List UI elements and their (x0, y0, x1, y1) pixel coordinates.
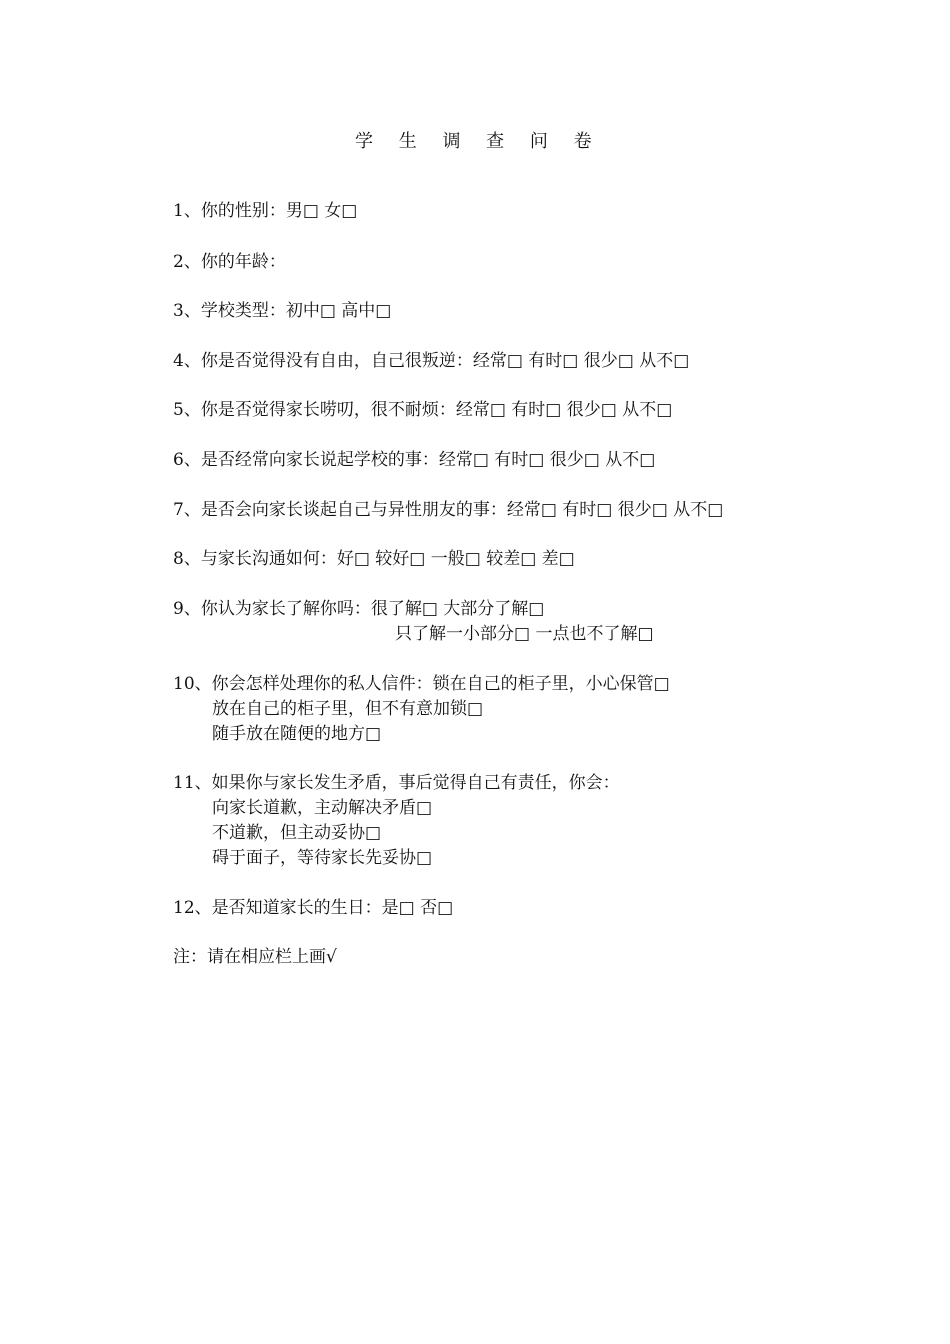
question-11: 11、如果你与家长发生矛盾，事后觉得自己有责任，你会： (173, 773, 620, 793)
note: 注：请在相应栏上画√ (173, 947, 337, 967)
question-4: 4、你是否觉得没有自由，自己很叛逆：经常□ 有时□ 很少□ 从不□ (173, 351, 690, 371)
question-7: 7、是否会向家长谈起自己与异性朋友的事：经常□ 有时□ 很少□ 从不□ (173, 500, 724, 520)
question-11-option-3: 碍于面子，等待家长先妥协□ (212, 848, 433, 868)
question-11-option-2: 不道歉，但主动妥协□ (212, 823, 382, 843)
question-12: 12、是否知道家长的生日：是□ 否□ (173, 898, 454, 918)
question-11-option-1: 向家长道歉，主动解决矛盾□ (212, 798, 433, 818)
question-9: 9、你认为家长了解你吗：很了解□ 大部分了解□ (173, 599, 545, 619)
question-10: 10、你会怎样处理你的私人信件：锁在自己的柜子里，小心保管□ (173, 674, 670, 694)
question-10-option-3: 随手放在随便的地方□ (212, 724, 382, 744)
question-1: 1、你的性别：男□ 女□ (173, 201, 358, 221)
page-title: 学 生 调 查 问 卷 (355, 131, 602, 152)
question-3: 3、学校类型：初中□ 高中□ (173, 301, 392, 321)
question-5: 5、你是否觉得家长唠叨，很不耐烦：经常□ 有时□ 很少□ 从不□ (173, 400, 673, 420)
question-8: 8、与家长沟通如何：好□ 较好□ 一般□ 较差□ 差□ (173, 549, 575, 569)
question-2: 2、你的年龄： (173, 252, 286, 272)
question-10-option-2: 放在自己的柜子里，但不有意加锁□ (212, 699, 484, 719)
question-6: 6、是否经常向家长说起学校的事：经常□ 有时□ 很少□ 从不□ (173, 450, 656, 470)
question-9-options: 只了解一小部分□ 一点也不了解□ (395, 624, 654, 644)
